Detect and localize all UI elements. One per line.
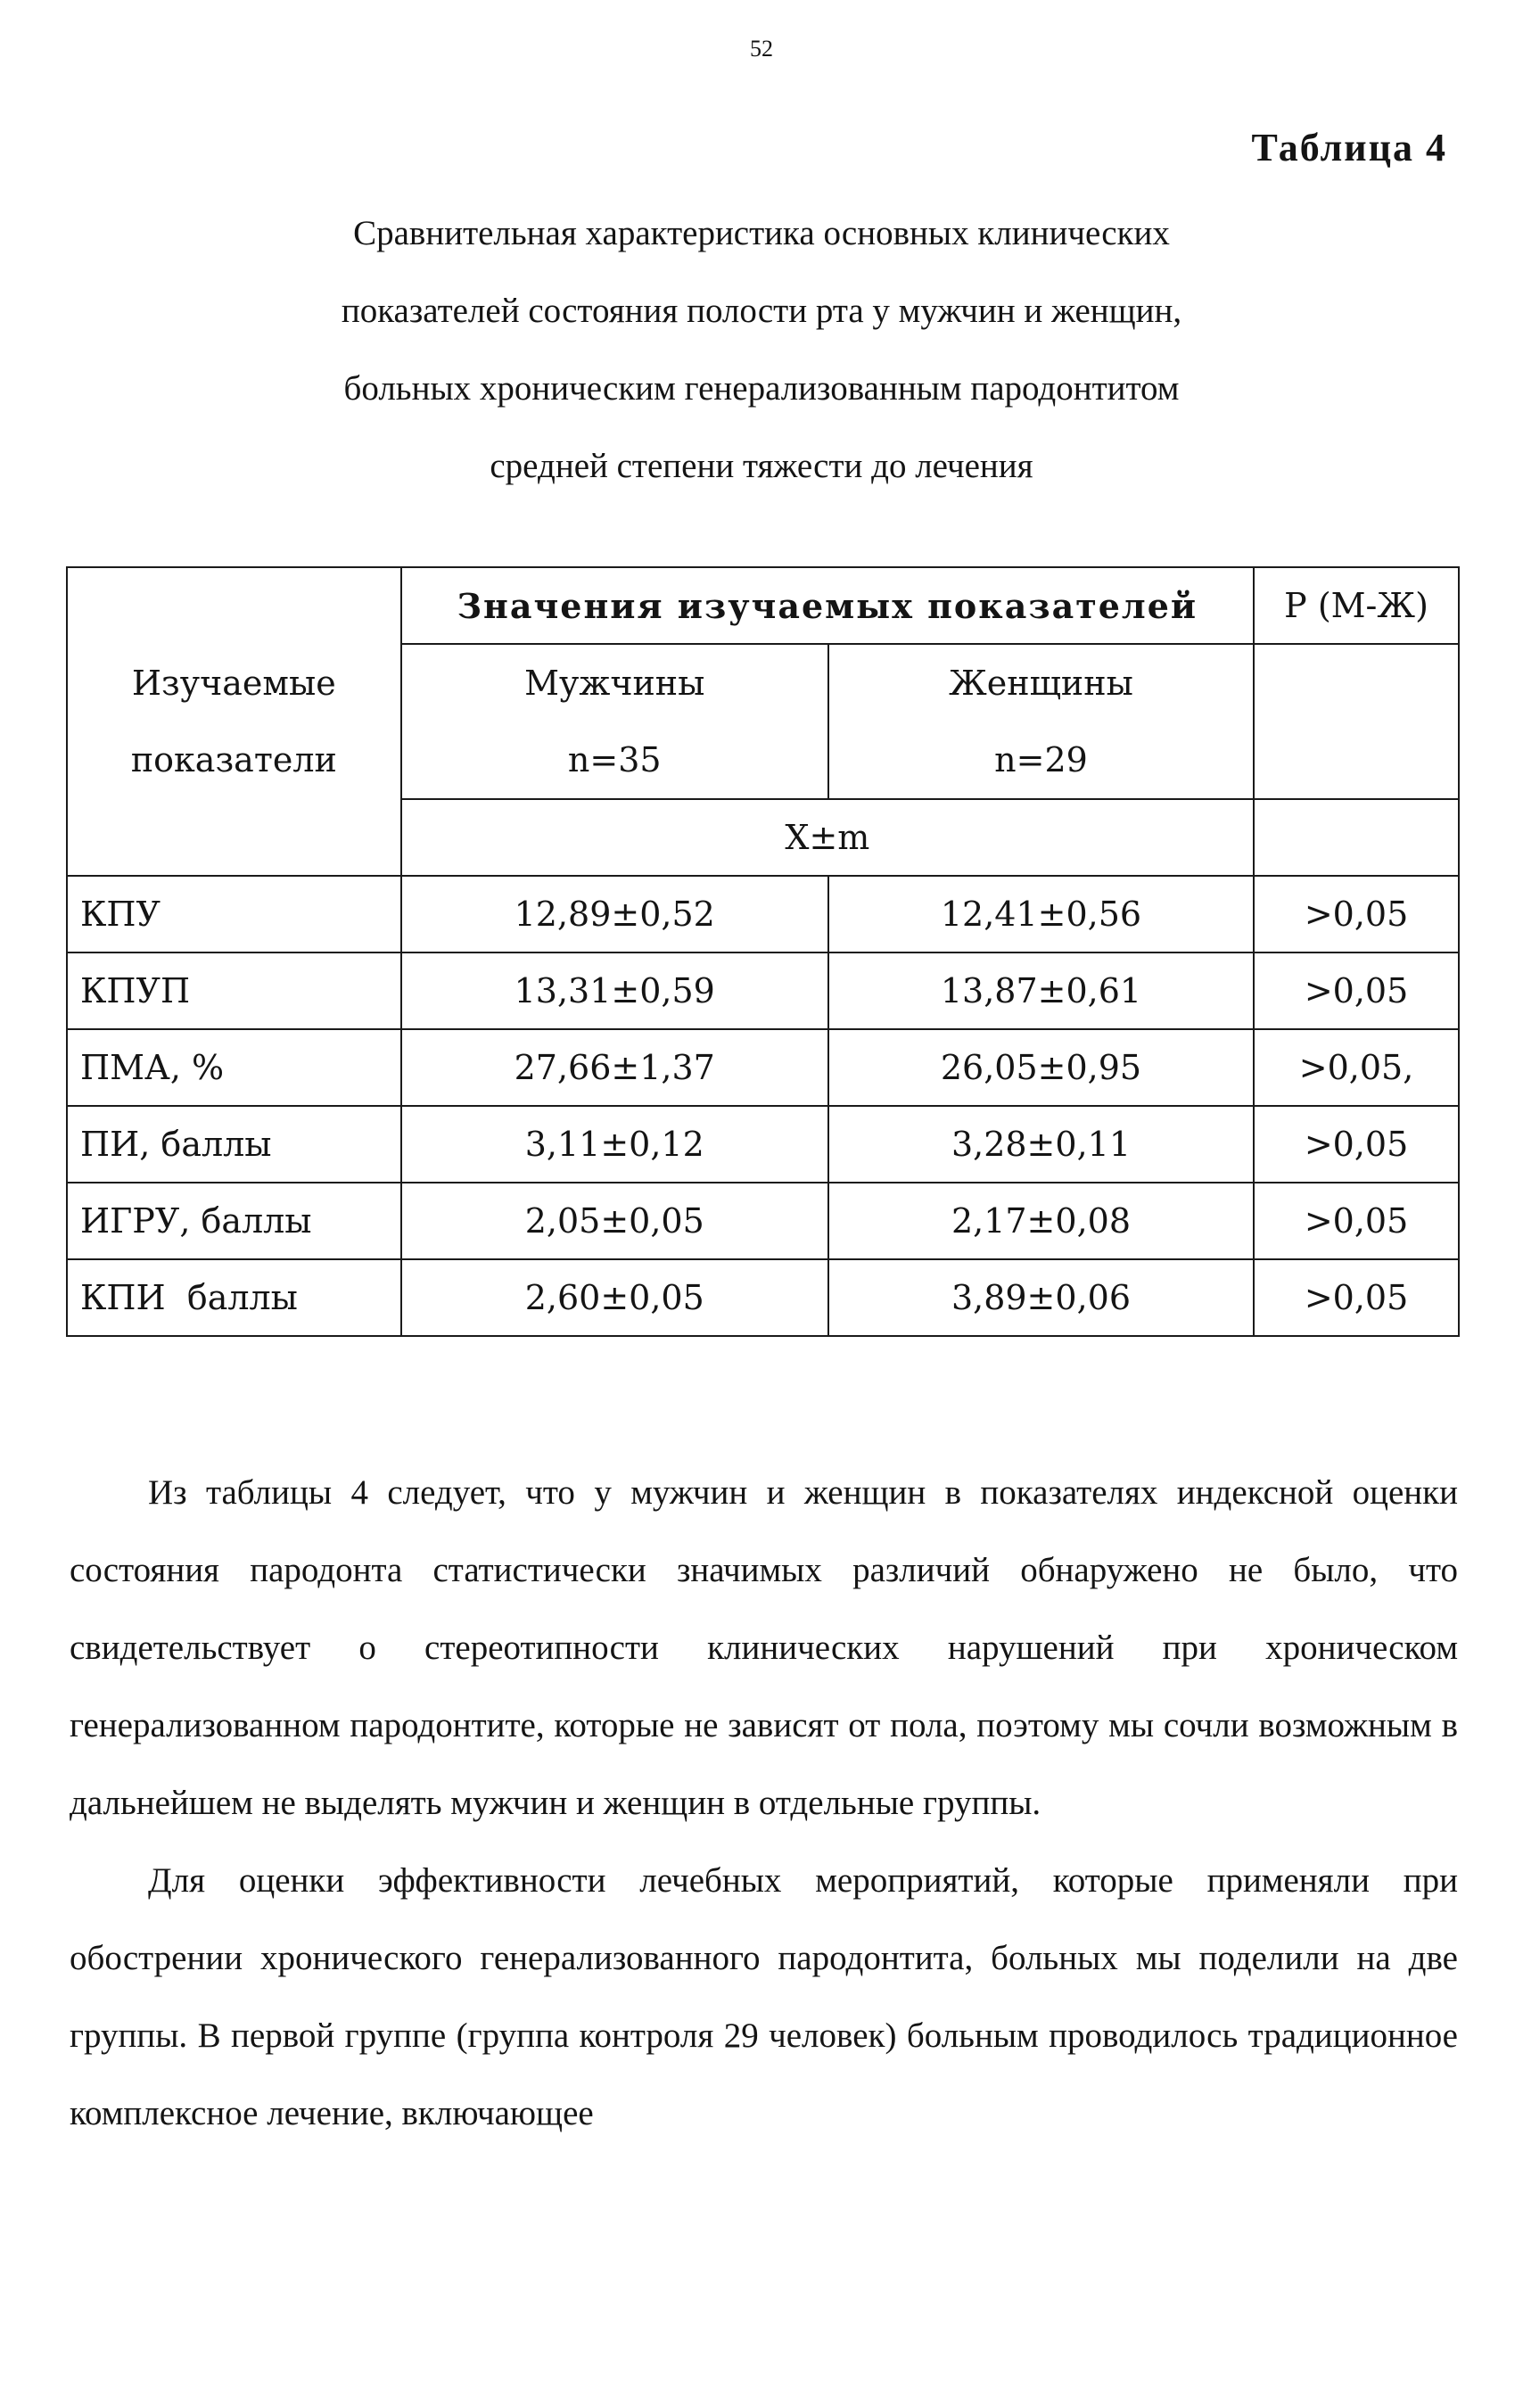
women-label: Женщины bbox=[949, 664, 1133, 703]
men-value-cell: 12,89±0,52 bbox=[401, 876, 828, 952]
table-row bbox=[67, 1106, 1459, 1183]
caption-line: средней степени тяжести до лечения bbox=[490, 447, 1033, 485]
caption-line: показателей состояния полости рта у мужчин и женщин, bbox=[341, 292, 1182, 330]
men-value-cell: 2,60±0,05 bbox=[401, 1259, 828, 1336]
paragraph: Для оценки эффективности лечебных мероприятий, которые применяли при обострении хронического генерализованного пародонтита, больных мы поделили на две группы. В первой группе (группа контроля 29 человек) больным проводилось традиционное комплексное лечение, включающее bbox=[70, 1861, 1458, 2132]
men-value-cell: 3,11±0,12 bbox=[401, 1106, 828, 1183]
men-header bbox=[401, 644, 828, 799]
men-value-cell: 2,05±0,05 bbox=[401, 1183, 828, 1259]
men-value-cell: 13,31±0,59 bbox=[401, 952, 828, 1029]
caption-line: Сравнительная характеристика основных клинических bbox=[353, 214, 1170, 252]
women-value-cell: 2,17±0,08 bbox=[828, 1183, 1254, 1259]
p-value-cell: >0,05 bbox=[1254, 876, 1459, 952]
men-label: Мужчины bbox=[524, 664, 705, 703]
p-value-cell: >0,05 bbox=[1254, 1259, 1459, 1336]
women-count: n=29 bbox=[994, 740, 1088, 779]
empty-cell bbox=[1254, 799, 1459, 876]
women-value-cell: 26,05±0,95 bbox=[828, 1029, 1254, 1106]
indicator-cell: ИГРУ, баллы bbox=[67, 1183, 401, 1259]
p-value-cell: >0,05 bbox=[1254, 1183, 1459, 1259]
women-value-cell: 3,89±0,06 bbox=[828, 1259, 1254, 1336]
table-header-row bbox=[67, 567, 1459, 644]
men-value-cell: 27,66±1,37 bbox=[401, 1029, 828, 1106]
studied-indicators-header bbox=[67, 567, 401, 876]
indicator-cell: ПИ, баллы bbox=[67, 1106, 401, 1183]
indicator-cell: КПИ баллы bbox=[67, 1259, 401, 1336]
table-label: Таблица 4 bbox=[1251, 126, 1447, 169]
women-value-cell: 13,87±0,61 bbox=[828, 952, 1254, 1029]
values-group-header: Значения изучаемых показателей bbox=[401, 567, 1254, 644]
p-value-cell: >0,05, bbox=[1254, 1029, 1459, 1106]
women-value-cell: 12,41±0,56 bbox=[828, 876, 1254, 952]
p-value-cell: >0,05 bbox=[1254, 952, 1459, 1029]
women-value-cell: 3,28±0,11 bbox=[828, 1106, 1254, 1183]
men-count: n=35 bbox=[567, 740, 662, 779]
indicator-cell: КПУП bbox=[67, 952, 401, 1029]
caption-line: больных хроническим генерализованным пародонтитом bbox=[343, 369, 1180, 408]
indicator-cell: ПМА, % bbox=[67, 1029, 401, 1106]
table-row bbox=[67, 1029, 1459, 1106]
table-caption bbox=[0, 194, 1523, 505]
p-value-cell: >0,05 bbox=[1254, 1106, 1459, 1183]
header-line: показатели bbox=[130, 740, 337, 779]
table-row bbox=[67, 1183, 1459, 1259]
table-row bbox=[67, 876, 1459, 952]
body-text bbox=[70, 1454, 1458, 2152]
table-row bbox=[67, 1259, 1459, 1336]
table-row bbox=[67, 952, 1459, 1029]
paragraph: Из таблицы 4 следует, что у мужчин и женщин в показателях индексной оценки состояния пародонта статистически значимых различий обнаружено не было, что свидетельствует о стереотипности клинических нарушений при хроническом генерализованном пародонтите, которые не зависят от пола, поэтому мы сочли возможным в дальнейшем не выделять мужчин и женщин в отдельные группы. bbox=[70, 1473, 1458, 1822]
comparison-table bbox=[66, 566, 1460, 1337]
page-number: 52 bbox=[750, 36, 773, 62]
header-line: Изучаемые bbox=[131, 664, 336, 703]
empty-cell bbox=[1254, 644, 1459, 799]
indicator-cell: КПУ bbox=[67, 876, 401, 952]
stat-header: X±m bbox=[401, 799, 1254, 876]
women-header bbox=[828, 644, 1254, 799]
p-value-header: Р (М-Ж) bbox=[1254, 567, 1459, 644]
